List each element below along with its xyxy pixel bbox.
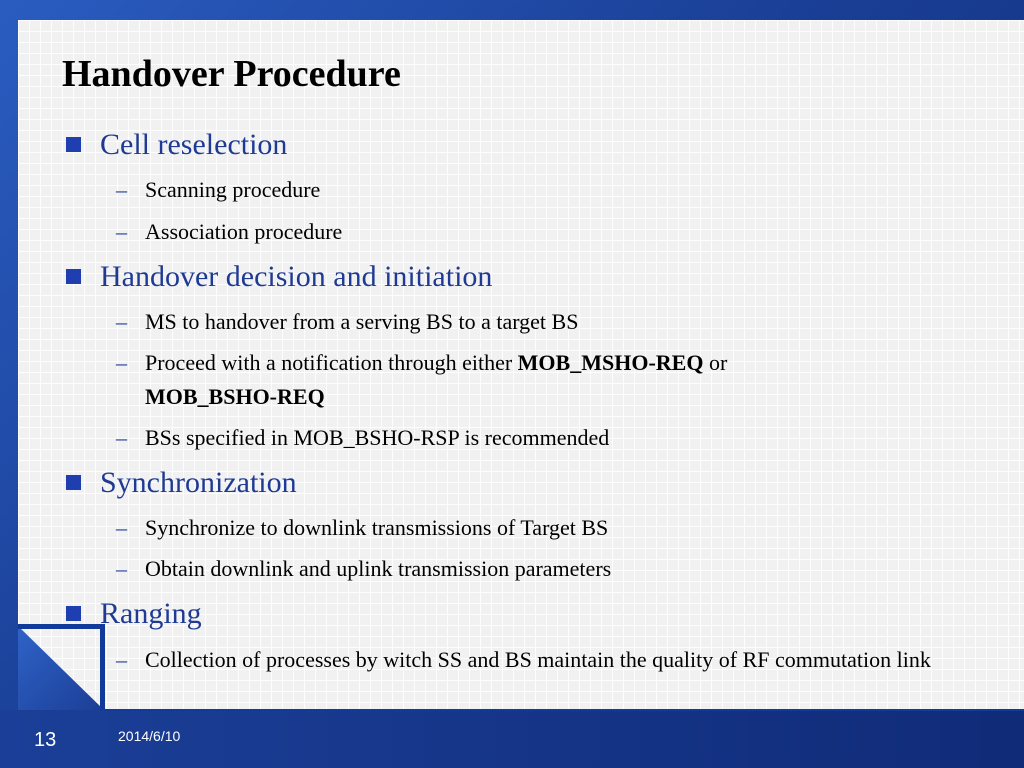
dash-bullet-icon: – [116,177,127,202]
square-bullet-icon [66,606,81,621]
list-item: – Synchronize to downlink transmissions of Target BS [145,511,975,545]
square-bullet-icon [66,137,81,152]
list-item: – Scanning procedure [145,173,975,207]
section-heading-ranging: Ranging [100,597,202,631]
dash-bullet-icon: – [116,556,127,581]
dash-bullet-icon: – [116,350,127,375]
list-item: – BSs specified in MOB_BSHO-RSP is recommended [145,421,975,455]
footer-rule [105,709,1024,711]
section-heading-synchronization: Synchronization [100,466,297,500]
page-number: 13 [34,729,57,751]
list-item: – Collection of processes by witch SS and BS maintain the quality of RF commutation link [145,643,960,677]
section-heading-handover-decision: Handover decision and initiation [100,260,492,294]
list-item: – Obtain downlink and uplink transmission parameters [145,552,975,586]
dash-bullet-icon: – [116,647,127,672]
dash-bullet-icon: – [116,309,127,334]
dash-bullet-icon: – [116,219,127,244]
slide-date: 2014/6/10 [118,728,181,744]
list-item: – Association procedure [145,215,975,249]
list-item: – MS to handover from a serving BS to a target BS [145,305,975,339]
slide-title: Handover Procedure [62,53,401,95]
square-bullet-icon [66,269,81,284]
square-bullet-icon [66,475,81,490]
corner-bar-horizontal [18,624,105,629]
dash-bullet-icon: – [116,425,127,450]
corner-bar-vertical [100,626,105,710]
section-heading-cell-reselection: Cell reselection [100,128,287,162]
list-item: – Proceed with a notification through either MOB_MSHO-REQ or MOB_BSHO-REQ [145,346,975,414]
dash-bullet-icon: – [116,515,127,540]
